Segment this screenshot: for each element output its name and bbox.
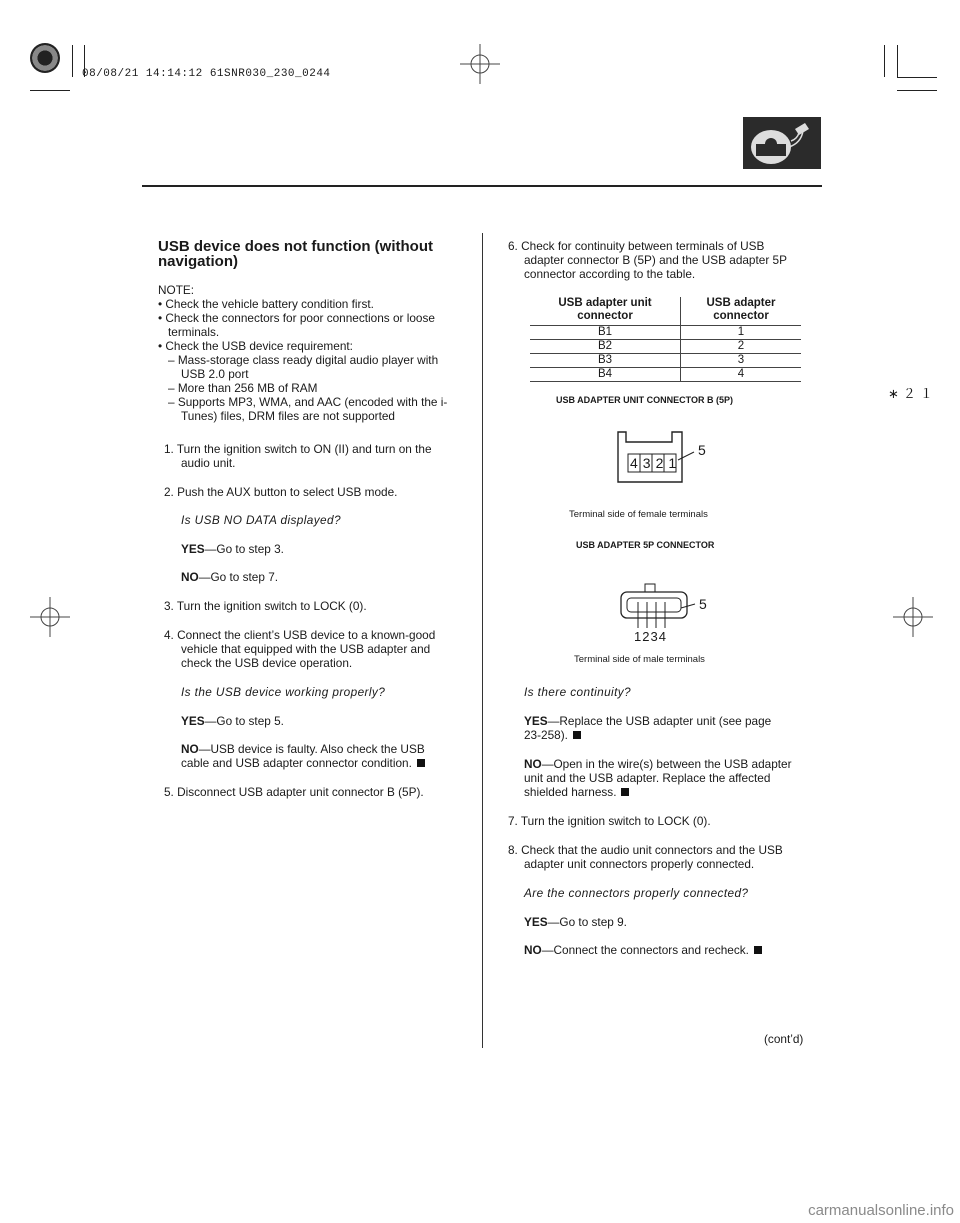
question-2: Is the USB device working properly? <box>181 685 386 699</box>
note-item: • Check the connectors for poor connections or loose <box>158 311 435 325</box>
registration-target-icon <box>460 44 500 84</box>
q4-yes: YES—Go to step 9. <box>524 915 627 929</box>
note-item: Tunes) files, DRM files are not supported <box>181 409 395 423</box>
step-6: adapter connector B (5P) and the USB adapter 5P <box>524 253 787 267</box>
col-header-line: connector <box>577 310 633 322</box>
registration-mark-top-left <box>30 43 60 73</box>
no-label: NO <box>524 757 542 771</box>
note-label: NOTE: <box>158 283 195 297</box>
table-col-header <box>681 297 802 326</box>
end-mark-icon <box>621 788 629 796</box>
connector-5p-pins: 1234 <box>634 629 667 644</box>
q2-yes: YES—Go to step 5. <box>181 714 284 728</box>
q2-no: NO—USB device is faulty. Also check the USB <box>181 742 425 756</box>
table-col-header <box>530 297 681 326</box>
step-7: 7. Turn the ignition switch to LOCK (0). <box>508 814 711 828</box>
step-8: adapter unit connectors properly connected. <box>524 857 755 871</box>
margin-mark: ∗２１ <box>888 386 937 401</box>
end-mark-icon <box>417 759 425 767</box>
question-1: Is USB NO DATA displayed? <box>181 513 341 527</box>
q1-yes-text: Go to step 3. <box>216 542 284 556</box>
step-1: audio unit. <box>181 456 236 470</box>
connector-b-caption: USB ADAPTER UNIT CONNECTOR B (5P) <box>556 395 734 405</box>
note-item: – Mass-storage class ready digital audio player with <box>168 353 439 367</box>
q3-yes-text: Replace the USB adapter unit (see page <box>559 714 772 728</box>
page-title-line: USB device does not function (without <box>158 238 433 255</box>
table-cell: B2 <box>530 340 681 354</box>
step-4: 4. Connect the client’s USB device to a known-good <box>164 628 436 642</box>
q4-no: NO—Connect the connectors and recheck. <box>524 943 762 957</box>
q4-yes-text: Go to step 9. <box>559 915 627 929</box>
q3-yes-text: 23-258). <box>524 728 568 742</box>
q3-no: NO—Open in the wire(s) between the USB adapter <box>524 757 792 771</box>
q3-yes: YES—Replace the USB adapter unit (see page <box>524 714 772 728</box>
step-2: 2. Push the AUX button to select USB mode. <box>164 485 398 499</box>
step-3: 3. Turn the ignition switch to LOCK (0). <box>164 599 367 613</box>
table-row <box>530 354 801 368</box>
table-cell: 4 <box>681 368 802 382</box>
step-6: 6. Check for continuity between terminals of USB <box>508 239 765 253</box>
continued-label: (cont’d) <box>764 1032 804 1046</box>
question-4: Are the connectors properly connected? <box>524 886 749 900</box>
col-header-line: USB adapter <box>706 297 776 309</box>
yes-label: YES <box>181 714 205 728</box>
table-row <box>530 340 801 354</box>
q2-no-text: USB device is faulty. Also check the USB <box>210 742 425 756</box>
q3-no: unit and the USB adapter. Replace the affected <box>524 771 771 785</box>
crop-mark <box>884 45 885 77</box>
q3-no-text: shielded harness. <box>524 785 617 799</box>
note-item: terminals. <box>168 325 220 339</box>
registration-target-icon <box>30 597 70 637</box>
connector-5p-side-label: Terminal side of male terminals <box>574 654 705 665</box>
column-divider <box>482 233 483 1048</box>
note-item: – Supports MP3, WMA, and AAC (encoded with the i- <box>168 395 448 409</box>
table-cell: B4 <box>530 368 681 382</box>
crop-mark <box>897 45 898 77</box>
q3-no <box>524 785 629 799</box>
crop-mark <box>30 90 70 91</box>
car-audio-icon <box>743 117 821 169</box>
table-cell: 1 <box>681 326 802 340</box>
note-item: USB 2.0 port <box>181 367 249 381</box>
step-1: 1. Turn the ignition switch to ON (II) and turn on the <box>164 442 432 456</box>
crop-mark <box>72 45 73 77</box>
q4-no-text: Connect the connectors and recheck. <box>553 943 749 957</box>
table-cell: 3 <box>681 354 802 368</box>
q1-no-text: Go to step 7. <box>210 570 279 584</box>
connector-b-pin5: 5 <box>698 442 706 458</box>
header-rule <box>142 185 822 187</box>
connector-5p-caption: USB ADAPTER 5P CONNECTOR <box>576 540 715 550</box>
crop-mark <box>897 77 937 78</box>
q3-no-text: Open in the wire(s) between the USB adapter <box>553 757 792 771</box>
table-cell: 2 <box>681 340 802 354</box>
no-label: NO <box>524 943 542 957</box>
print-stamp: 08/08/21 14:14:12 61SNR030_230_0244 <box>82 68 331 80</box>
table-row <box>530 368 801 382</box>
connector-b-pins: 4321 <box>630 455 682 471</box>
table-cell: B1 <box>530 326 681 340</box>
q2-no-text: cable and USB adapter connector condition. <box>181 756 412 770</box>
no-label: NO <box>181 742 199 756</box>
step-8: 8. Check that the audio unit connectors and the USB <box>508 843 783 857</box>
note-item: – More than 256 MB of RAM <box>168 381 318 395</box>
q3-yes <box>524 728 581 742</box>
step-5: 5. Disconnect USB adapter unit connector B (5P). <box>164 785 424 799</box>
col-header-line: connector <box>713 310 769 322</box>
table-row <box>530 326 801 340</box>
step-4: check the USB device operation. <box>181 656 353 670</box>
connector-5p-pin5: 5 <box>699 596 707 612</box>
yes-label: YES <box>524 915 548 929</box>
page-title-line: navigation) <box>158 253 239 270</box>
end-mark-icon <box>573 731 581 739</box>
end-mark-icon <box>754 946 762 954</box>
yes-label: YES <box>524 714 548 728</box>
no-label: NO <box>181 570 199 584</box>
note-item: • Check the vehicle battery condition first. <box>158 297 374 311</box>
footer-watermark: carmanualsonline.info <box>808 1202 954 1219</box>
crop-mark <box>897 90 937 91</box>
note-item: • Check the USB device requirement: <box>158 339 353 353</box>
col-header-line: USB adapter unit <box>558 297 652 309</box>
step-4: vehicle that equipped with the USB adapter and <box>181 642 431 656</box>
q1-yes: YES—Go to step 3. <box>181 542 284 556</box>
table-cell: B3 <box>530 354 681 368</box>
q2-no <box>181 756 425 770</box>
q1-no: NO—Go to step 7. <box>181 570 279 584</box>
connector-b-side-label: Terminal side of female terminals <box>569 509 708 520</box>
yes-label: YES <box>181 542 205 556</box>
table-header <box>530 297 801 326</box>
q2-yes-text: Go to step 5. <box>216 714 284 728</box>
step-6: connector according to the table. <box>524 267 696 281</box>
registration-target-icon <box>893 597 933 637</box>
page-title <box>158 239 433 269</box>
question-3: Is there continuity? <box>524 685 632 699</box>
continuity-table <box>530 297 801 382</box>
